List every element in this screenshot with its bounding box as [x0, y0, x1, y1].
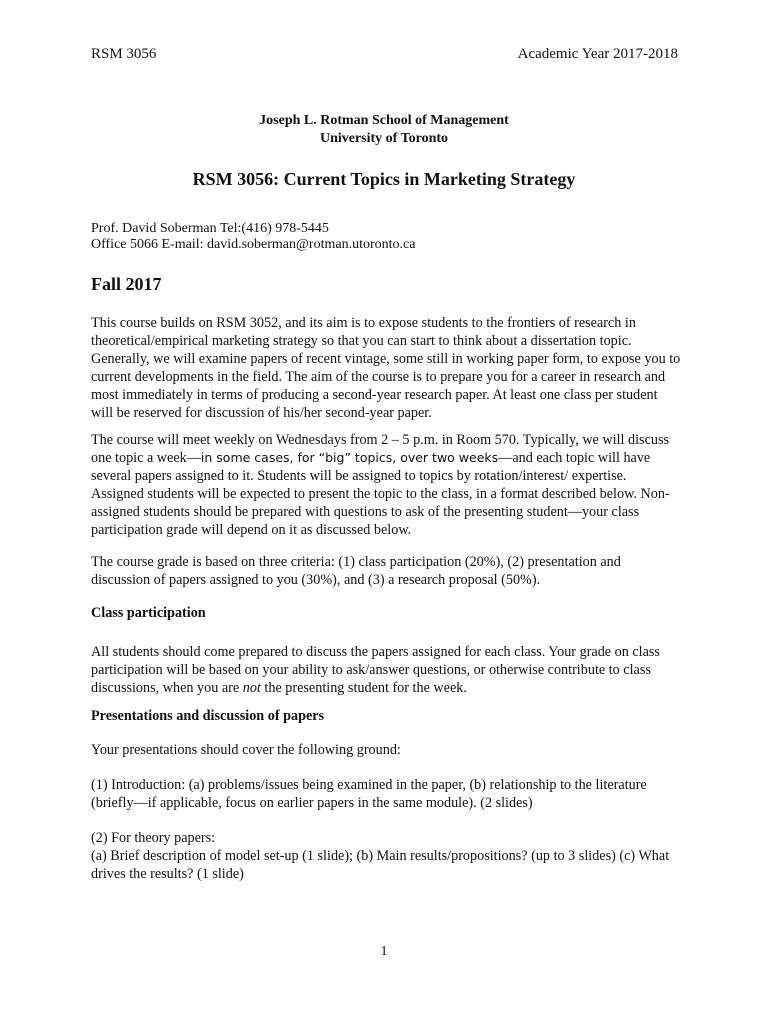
paragraph-grading — [91, 553, 681, 589]
page-number: 1 — [380, 944, 388, 959]
intro-text: This course builds on RSM 3052, and its aim is to expose students to the frontiers of research in theoretical/empirical marketing strategy so that you can start to think about a dissertation topic. Generally, we will examine papers of recent vintage, some still in working paper form, to expose you to current developments in the field. The aim of the course is to prepare you for a career in research and most immediately in terms of producing a second-year research paper. At least one class per student will be reserved for discussion of his/her second-year paper. — [91, 315, 681, 421]
presentations-intro-text: Your presentations should cover the following ground: — [91, 742, 401, 758]
list-item-theory-papers — [91, 829, 681, 883]
grading-text: The course grade is based on three criteria: (1) class participation (20%), (2) presentation and discussion of papers assigned to you (30%), and (3) a research proposal (50%). — [91, 554, 621, 588]
institution-block — [0, 112, 768, 148]
schedule-text-c: —and each topic will have several papers assigned to it. Students will be assigned to topics by rotation/interest/ expertise. Assigned students will be expected to present the topic to the class, in a format described below. Non-assigned students should be prepared with questions to ask of the presenting student—your class participation grade will depend on it as discussed below. — [91, 450, 670, 538]
contact-line-office: Office 5066 E-mail: david.soberman@rotman.utoronto.ca — [91, 237, 416, 252]
schedule-text-a: The course will meet weekly on Wednesdays from 2 – 5 p.m. in Room 570. Typically, we will discuss one topic a week— — [91, 432, 670, 466]
presentations-heading: Presentations and discussion of papers — [91, 708, 325, 724]
list-item-introduction — [91, 776, 681, 812]
paragraph-intro — [91, 314, 681, 422]
paragraph-participation — [91, 643, 681, 697]
paragraph-presentations-intro — [91, 741, 681, 759]
item1-text: (1) Introduction: (a) problems/issues being examined in the paper, (b) relationship to the literature (briefly—if applicable, focus on earlier papers in the same module). (2 slides) — [91, 777, 647, 811]
course-title: RSM 3056: Current Topics in Marketing Strategy — [192, 169, 576, 189]
school-name: Joseph L. Rotman School of Management — [259, 113, 509, 128]
item2-line1: (2) For theory papers: — [91, 830, 216, 846]
header-academic-year: Academic Year 2017-2018 — [517, 46, 678, 62]
schedule-text-b: in some cases, for “big” topics, over two weeks — [200, 450, 499, 465]
participation-text-a: All students should come prepared to discuss the papers assigned for each class. Your grade on class participation will be based on your ability to ask/answer questions, or otherwise contribute to class discussions, when you are — [91, 644, 660, 696]
participation-emphasis: not — [242, 680, 261, 696]
paragraph-schedule — [91, 431, 681, 539]
contact-block — [91, 221, 415, 253]
item2-line2: (a) Brief description of model set-up (1 slide); (b) Main results/propositions? (up to 3 slides) (c) What drives the results? (1 slide) — [91, 848, 670, 882]
university-name: University of Toronto — [319, 131, 449, 146]
participation-text-b: the presenting student for the week. — [260, 680, 467, 696]
term-heading: Fall 2017 — [91, 274, 162, 294]
class-participation-heading: Class participation — [91, 605, 206, 621]
header-course-code: RSM 3056 — [91, 46, 157, 62]
contact-line-professor: Prof. David Soberman Tel:(416) 978-5445 — [91, 221, 329, 236]
